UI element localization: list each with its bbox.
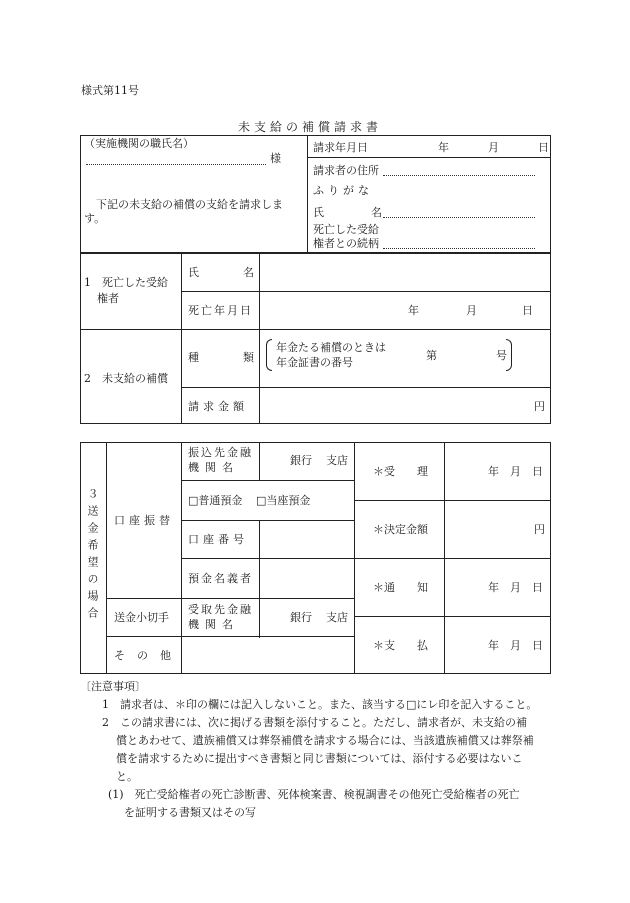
notes-heading: 〔注意事項〕 (80, 680, 146, 693)
account-no-field[interactable] (260, 521, 353, 557)
month-label: 月 (488, 141, 499, 154)
name-mei: 名 (371, 206, 382, 219)
receipt-date: 年 月 日 (488, 465, 543, 478)
form-title: 未支給の補償請求書 (238, 120, 383, 134)
bank-label: 銀行 (290, 454, 312, 467)
payment-date: 年 月 日 (488, 639, 543, 652)
death-month: 月 (466, 304, 477, 317)
check-label: 送金小切手 (114, 611, 169, 624)
name-field[interactable] (383, 217, 535, 218)
notify-label: ＊通 知 (373, 581, 428, 594)
agency-name-line[interactable] (86, 164, 266, 165)
request-text-2: す。 (84, 212, 106, 225)
death-day: 日 (522, 304, 533, 317)
decided-label: ＊決定金額 (373, 523, 428, 536)
holder-label: 預金名義者 (188, 572, 253, 585)
receipt-label: ＊受 理 (373, 465, 428, 478)
relation-field[interactable] (383, 248, 535, 249)
name-shi: 氏 (313, 206, 324, 219)
dai-label: 第 (426, 349, 437, 362)
note-3-line-1: (1) 死亡受給権者の死亡診断書、死体検案書、検視調書その他死亡受給権者の死亡 (108, 788, 520, 801)
note-2-line-4: と。 (116, 770, 138, 783)
remittance-vertical-label: ３送金希望の場合 (86, 488, 99, 624)
relation-label-2: 権者との続柄 (313, 237, 379, 250)
form-number: 様式第11号 (81, 84, 139, 97)
other-field[interactable] (182, 637, 353, 673)
kind-label-a: 種 (188, 351, 199, 364)
note-1: 1 請求者は、＊印の欄には記入しないこと。また、該当する□にレ印を記入すること。 (102, 698, 538, 711)
death-date-label: 死亡年月日 (188, 304, 253, 317)
other-label: その他 (114, 649, 183, 662)
amount-field[interactable] (260, 388, 530, 423)
pension-text-1: 年金たる補償のときは (276, 341, 386, 354)
recv-bank-label-2: 機関名 (188, 618, 239, 631)
notify-date: 年 月 日 (488, 581, 543, 594)
decided-yen: 円 (534, 523, 545, 536)
section1-label: 1 死亡した受給 (84, 276, 168, 289)
section1-label-2: 権者 (97, 292, 119, 305)
recv-bank-label-1: 受取先金融 (188, 603, 253, 616)
branch-label: 支店 (326, 454, 348, 467)
checkbox-current[interactable]: □当座預金 (256, 494, 311, 507)
deceased-name-shi: 氏 (188, 266, 199, 279)
bank-label-1: 振込先金融 (188, 446, 253, 459)
payment-label: ＊支 払 (373, 639, 428, 652)
holder-field[interactable] (260, 559, 353, 597)
pension-text-2: 年金証書の番号 (276, 356, 353, 369)
note-3-line-2: を証明する書類又はその写 (124, 806, 256, 819)
recv-bank: 銀行 (290, 611, 312, 624)
deceased-name-mei: 名 (243, 266, 254, 279)
sama-label: 様 (270, 152, 281, 165)
account-no-label: 口座番号 (188, 533, 248, 546)
agency-label: （実施機関の職氏名） (84, 137, 194, 150)
death-year: 年 (408, 304, 419, 317)
note-2-line-1: 2 この請求書には、次に掲げる書類を添付すること。ただし、請求者が、未支給の補 (102, 716, 527, 729)
kind-label-b: 類 (243, 351, 254, 364)
checkbox-ordinary[interactable]: □普通預金 (188, 494, 243, 507)
address-label: 請求者の住所 (313, 164, 379, 177)
section2-label: 2 未支給の補償 (84, 372, 168, 385)
deceased-name-field[interactable] (260, 254, 550, 290)
amount-label: 請求金額 (188, 400, 248, 413)
bracket-left (266, 339, 272, 371)
year-label: 年 (438, 141, 449, 154)
note-2-line-3: 償を請求するために提出すべき書類と同じ書類については、添付する必要はないこ (116, 752, 523, 765)
account-transfer-label: 口座振替 (114, 514, 174, 527)
day-label: 日 (538, 141, 549, 154)
amount-yen: 円 (534, 400, 545, 413)
note-2-line-2: 償とあわせて、遺族補償又は葬祭補償を請求する場合には、当該遺族補償又は葬祭補 (116, 734, 534, 747)
recv-branch: 支店 (326, 611, 348, 624)
address-field[interactable] (383, 175, 535, 176)
bank-label-2: 機関名 (188, 461, 239, 474)
request-text: 下記の未支給の補償の支給を請求しま (96, 198, 283, 211)
furigana-label: ふりがな (313, 184, 373, 197)
relation-label-1: 死亡した受給 (313, 223, 379, 236)
request-date-label: 請求年月日 (313, 141, 368, 154)
go-label: 号 (496, 349, 507, 362)
